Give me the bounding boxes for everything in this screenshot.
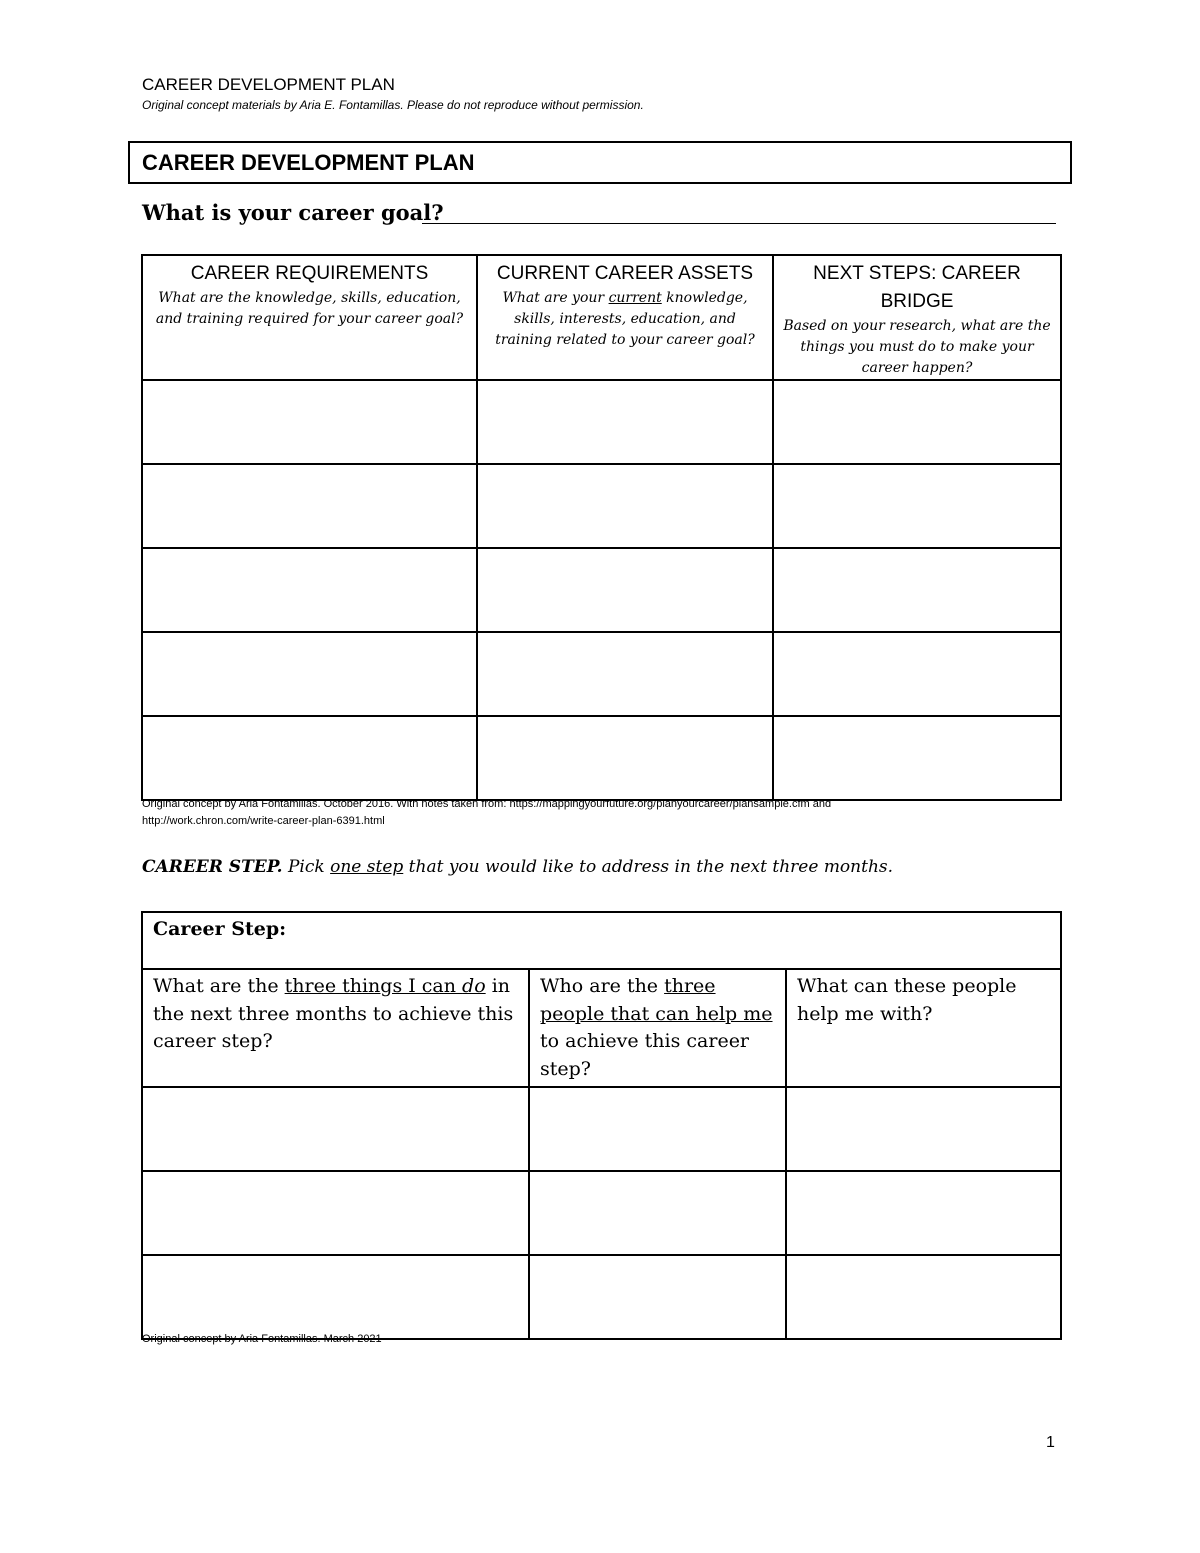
asset-cell[interactable] [477, 380, 773, 464]
career-step-table [141, 911, 1062, 1340]
header-title: CAREER DEVELOPMENT PLAN [142, 75, 395, 94]
help-cell[interactable] [786, 1171, 1061, 1255]
next-step-cell[interactable] [773, 464, 1061, 548]
thing-cell[interactable] [142, 1171, 529, 1255]
career-step-label-row [142, 912, 1061, 969]
header-subtitle: Original concept materials by Aria E. Fontamillas. Please do not reproduce without permission. [142, 98, 644, 112]
source-note-line-2: http://work.chron.com/write-career-plan-6391.html [142, 815, 385, 827]
person-cell[interactable] [529, 1087, 786, 1171]
help-cell[interactable] [786, 1255, 1061, 1339]
help-cell[interactable] [786, 1087, 1061, 1171]
career-step-label: Career Step: [153, 918, 287, 940]
table-row [142, 1087, 1061, 1171]
next-steps-desc: Based on your research, what are the things you must do to make your career happen? [783, 318, 1051, 376]
career-step-source-note: Original concept by Aria Fontamillas. March 2021 [142, 1333, 382, 1345]
requirement-cell[interactable] [142, 632, 477, 716]
career-requirements-header [142, 255, 477, 380]
plan-title-box [128, 141, 1072, 184]
career-step-field[interactable] [142, 912, 1061, 969]
next-steps-header [773, 255, 1061, 380]
career-step-question-row [142, 969, 1061, 1087]
three-people-question: Who are the three people that can help me to achieve this career step? [529, 969, 786, 1087]
next-step-cell[interactable] [773, 632, 1061, 716]
table-row [142, 632, 1061, 716]
person-cell[interactable] [529, 1255, 786, 1339]
asset-cell[interactable] [477, 716, 773, 800]
next-steps-title: NEXT STEPS: CAREER BRIDGE [813, 263, 1021, 312]
career-goal-question: What is your career goal? [142, 200, 444, 225]
table-row [142, 716, 1061, 800]
asset-cell[interactable] [477, 548, 773, 632]
thing-cell[interactable] [142, 1087, 529, 1171]
asset-cell[interactable] [477, 464, 773, 548]
requirement-cell[interactable] [142, 548, 477, 632]
asset-cell[interactable] [477, 632, 773, 716]
plan-title: CAREER DEVELOPMENT PLAN [142, 150, 475, 175]
page-number: 1 [1046, 1434, 1055, 1451]
career-requirements-title: CAREER REQUIREMENTS [190, 263, 429, 284]
career-plan-header-row [142, 255, 1061, 380]
requirement-cell[interactable] [142, 464, 477, 548]
requirement-cell[interactable] [142, 380, 477, 464]
next-step-cell[interactable] [773, 716, 1061, 800]
next-step-cell[interactable] [773, 548, 1061, 632]
requirement-cell[interactable] [142, 716, 477, 800]
table-row [142, 548, 1061, 632]
career-goal-answer-line[interactable] [422, 223, 1056, 224]
person-cell[interactable] [529, 1171, 786, 1255]
table-row [142, 1255, 1061, 1339]
table-row [142, 464, 1061, 548]
table-row [142, 1171, 1061, 1255]
career-step-instruction: CAREER STEP. Pick one step that you would like to address in the next three months. [142, 857, 894, 877]
three-things-question: What are the three things I can do in the next three months to achieve this career step? [142, 969, 529, 1087]
current-career-assets-desc: What are your current knowledge, skills, interests, education, and training related to your career goal? [495, 290, 755, 348]
source-note-line-1: Original concept by Aria Fontamillas. October 2016. With notes taken from: https://mappingyourfuture.org/planyourcareer/plansample.cfm and [142, 798, 832, 810]
thing-cell[interactable] [142, 1255, 529, 1339]
next-step-cell[interactable] [773, 380, 1061, 464]
people-help-question: What can these people help me with? [786, 969, 1061, 1087]
career-plan-table [141, 254, 1062, 801]
source-note [142, 796, 1102, 830]
current-career-assets-header [477, 255, 773, 380]
table-row [142, 380, 1061, 464]
current-career-assets-title: CURRENT CAREER ASSETS [496, 263, 754, 284]
career-requirements-desc: What are the knowledge, skills, education, and training required for your career goal? [155, 290, 464, 327]
